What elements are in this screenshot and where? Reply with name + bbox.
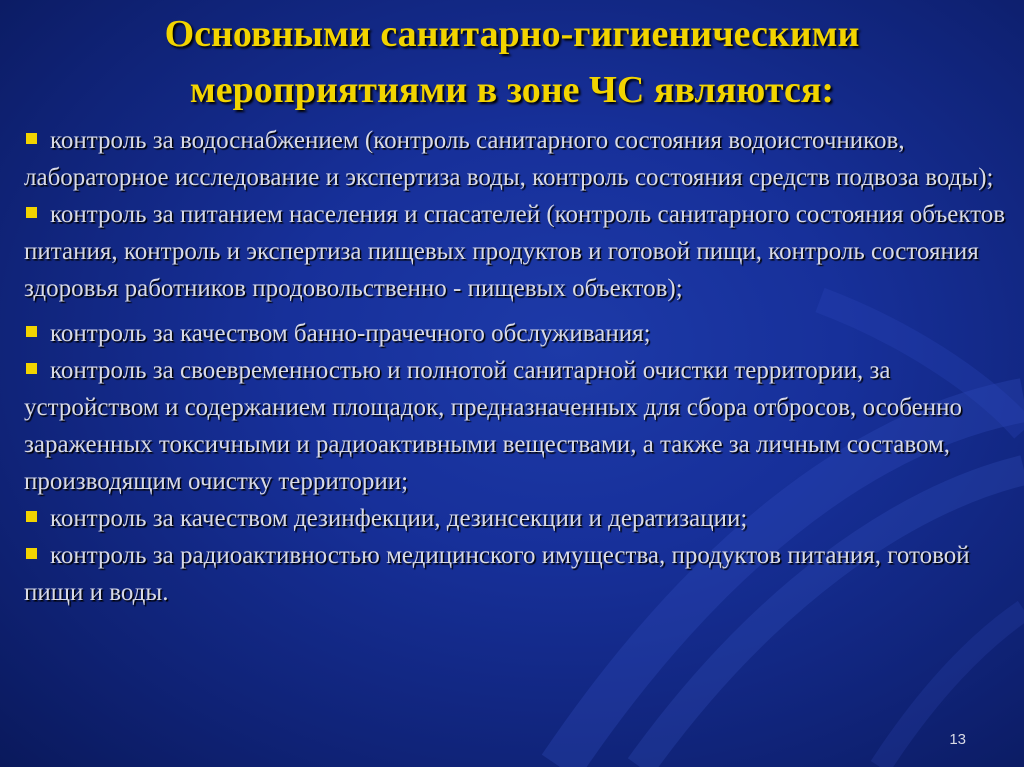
square-bullet-icon — [26, 548, 37, 559]
list-item — [24, 500, 1008, 537]
list-item — [24, 122, 1008, 196]
page-number: 13 — [949, 731, 966, 748]
slide-title-line-1: Основными санитарно-гигиеническими — [164, 13, 860, 55]
square-bullet-icon — [26, 326, 37, 337]
square-bullet-icon — [26, 133, 37, 144]
slide-title — [0, 6, 1024, 118]
list-item — [24, 537, 1008, 611]
slide-title-line-2: мероприятиями в зоне ЧС являются: — [189, 69, 835, 111]
list-item-text: контроль за качеством дезинфекции, дезинсекции и дератизации; — [50, 505, 748, 532]
list-item — [24, 196, 1008, 307]
list-item-text: контроль за питанием населения и спасателей (контроль санитарного состояния объектов питания, контроль и экспертиза пищевых продуктов и готовой пищи, контроль состояния здоровья работников продовольственно - пищевых объектов); — [24, 201, 1006, 302]
square-bullet-icon — [26, 511, 37, 522]
list-item-text: контроль за радиоактивностью медицинского имущества, продуктов питания, готовой пищи и воды. — [24, 542, 970, 606]
square-bullet-icon — [26, 207, 37, 218]
list-item-text: контроль за качеством банно-прачечного обслуживания; — [50, 320, 651, 347]
bullet-list — [24, 122, 1008, 611]
list-item — [24, 352, 1008, 500]
list-item-text: контроль за водоснабжением (контроль санитарного состояния водоисточников, лабораторное исследование и экспертиза воды, контроль состояния средств подвоза воды); — [24, 127, 994, 191]
list-item — [24, 315, 1008, 352]
list-item-text: контроль за своевременностью и полнотой санитарной очистки территории, за устройством и содержанием площадок, предназначенных для сбора отбросов, особенно зараженных токсичными и радиоактивными веществами, а также за личным составом, производящим очистку территории; — [24, 357, 963, 495]
square-bullet-icon — [26, 363, 37, 374]
